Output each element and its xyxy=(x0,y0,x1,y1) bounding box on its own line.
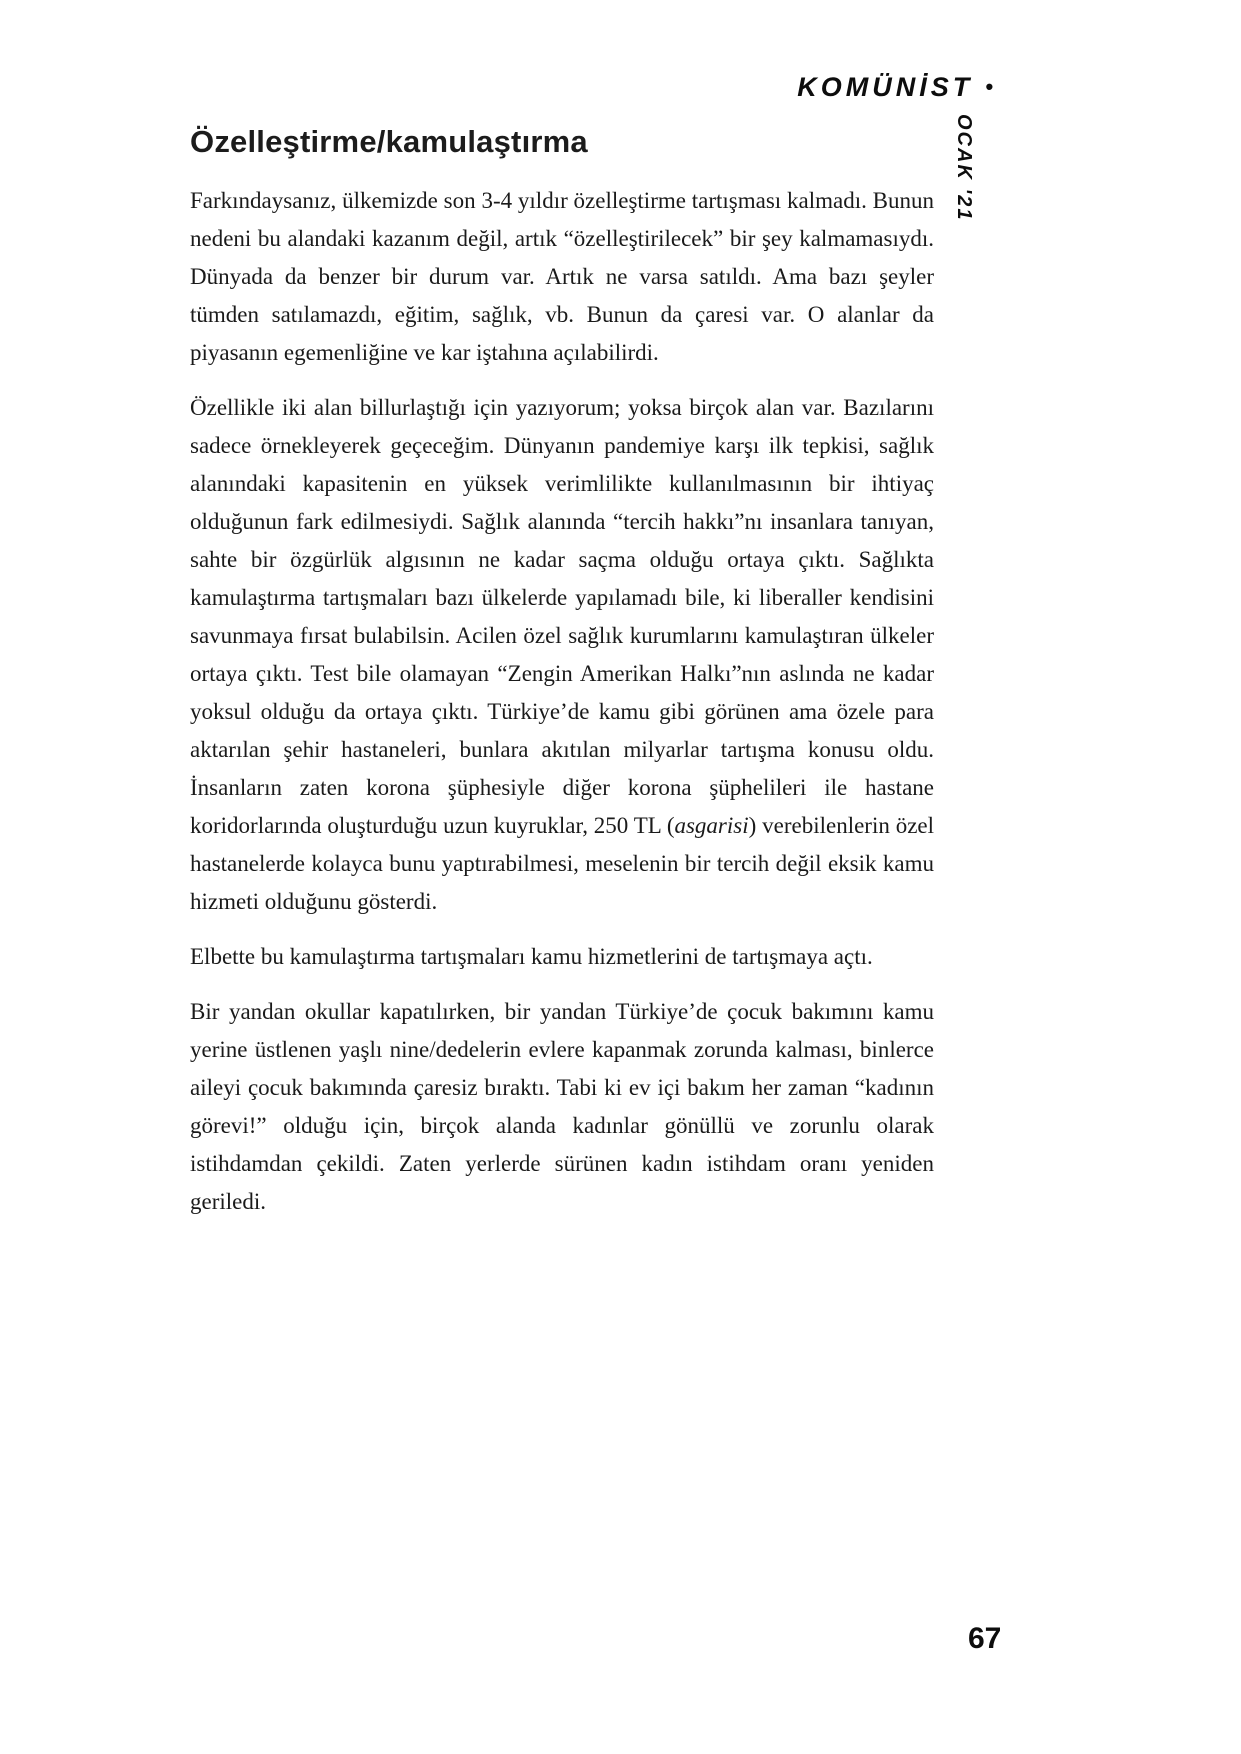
article xyxy=(190,124,934,1238)
page-number: 67 xyxy=(968,1622,1002,1655)
italic-text: asgarisi xyxy=(674,813,749,838)
paragraph xyxy=(190,938,934,976)
body-paragraphs xyxy=(190,182,934,1221)
paragraph xyxy=(190,993,934,1221)
body-text: Özellikle iki alan billurlaştığı için yazıyorum; yoksa birçok alan var. Bazılarını sadece örnekleyerek geçeceğim. Dünyanın pandemiye karşı ilk tepkisi, sağlık alanındaki kapasitenin en yüksek verimlilikte kullanılmasının bir ihtiyaç olduğunun fark edilmesiydi. Sağlık alanında “tercih hakkı”nı insanlara tanıyan, sahte bir özgürlük algısının ne kadar saçma olduğu ortaya çıktı. Sağlıkta kamulaştırma tartışmaları bazı ülkelerde yapılamadı bile, ki liberaller kendisini savunmaya fırsat bulabilsin. Acilen özel sağlık kurumlarını kamulaştıran ülkeler ortaya çıktı. Test bile olamayan “Zengin Amerikan Halkı”nın aslında ne kadar yoksul olduğu da ortaya çıktı. Türkiye’de kamu gibi görünen ama özele para aktarılan şehir hastaneleri, bunlara akıtılan milyarlar tartışma konusu oldu. İnsanların zaten korona şüphesiyle diğer korona şüphelileri ile hastane koridorlarında oluşturduğu uzun kuyruklar, 250 TL ( xyxy=(190,395,934,838)
paragraph xyxy=(190,182,934,372)
paragraph xyxy=(190,389,934,921)
body-text: Farkındaysanız, ülkemizde son 3-4 yıldır özelleştirme tartışması kalmadı. Bunun nedeni bu alandaki kazanım değil, artık “özelleştirilecek” bir şey kalmamasıydı. Dünyada da benzer bir durum var. Artık ne varsa satıldı. Ama bazı şeyler tümden satılamazdı, eğitim, sağlık, vb. Bunun da çaresi var. O alanlar da piyasanın egemenliğine ve kar iştahına açılabilirdi. xyxy=(190,188,934,365)
magazine-title: KOMÜNİST xyxy=(797,72,974,102)
body-text: Bir yandan okullar kapatılırken, bir yandan Türkiye’de çocuk bakımını kamu yerine üstlenen yaşlı nine/dedelerin evlere kapanmak zorunda kalması, binlerce aileyi çocuk bakımında çaresiz bıraktı. Tabi ki ev içi bakım her zaman “kadının görevi!” olduğu için, birçok alanda kadınlar gönüllü ve zorunlu olarak istihdamdan çekildi. Zaten yerlerde sürünen kadın istihdam oranı yeniden geriledi. xyxy=(190,999,934,1214)
issue-label: OCAK '21 xyxy=(953,114,975,222)
body-text: ) verebilenlerin özel hastanelerde kolayca bunu yaptırabilmesi, meselenin bir tercih değil eksik kamu hizmeti olduğunu gösterdi. xyxy=(190,813,934,914)
body-text: Elbette bu kamulaştırma tartışmaları kamu hizmetlerini de tartışmaya açtı. xyxy=(190,944,873,969)
masthead-bullet-icon: • xyxy=(985,74,993,99)
magazine-masthead xyxy=(797,72,993,103)
article-title: Özelleştirme/kamulaştırma xyxy=(190,124,588,159)
